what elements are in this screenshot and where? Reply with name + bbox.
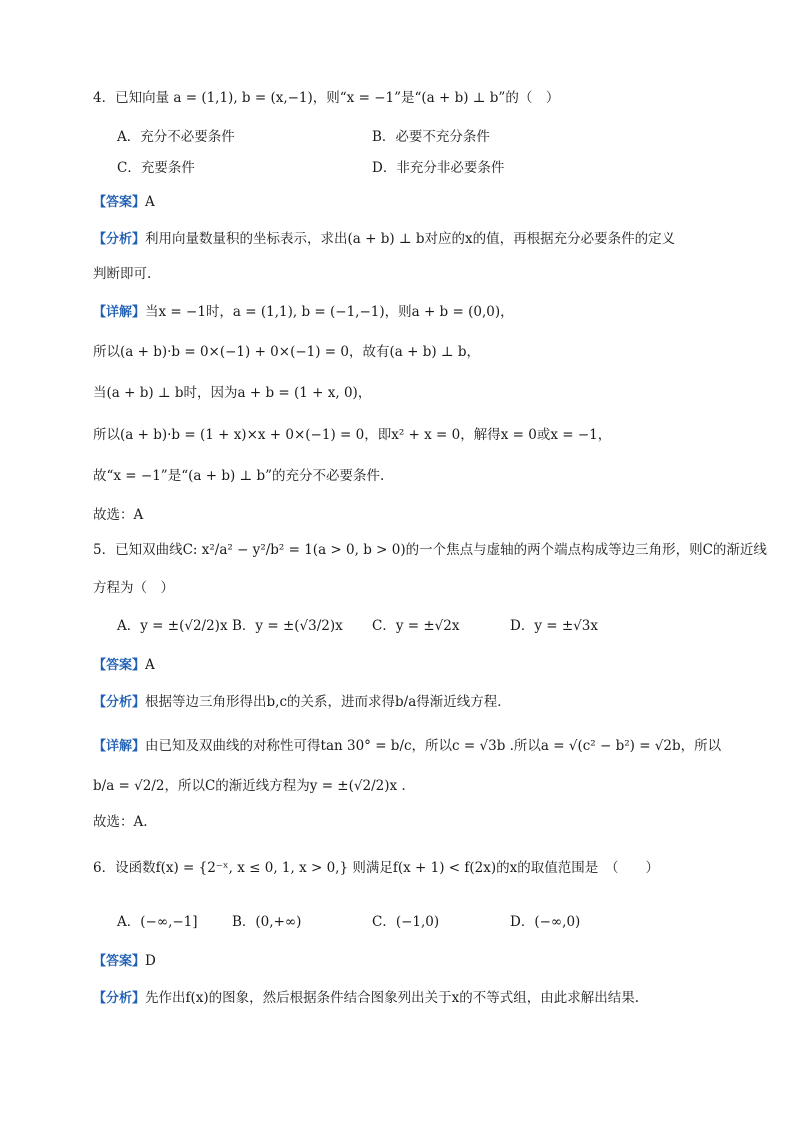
q5-detail-text: 由已知及双曲线的对称性可得tan 30° = b/c，所以c = √3b .所以a = √(c² − b²) = √2b，所以 xyxy=(145,738,722,754)
q4-option-b: B．必要不充分条件 xyxy=(372,129,490,145)
q6-analysis-line xyxy=(93,988,639,1009)
analysis-tag: 【分析】 xyxy=(93,232,146,247)
q5-analysis-line xyxy=(93,692,511,713)
q4-detail-5: 故“x = −1”是“(a + b) ⊥ b”的充分不必要条件. xyxy=(93,468,385,484)
q5-conclusion: 故选：A. xyxy=(93,814,148,830)
q6-option-a: A．(−∞,−1] xyxy=(117,914,198,930)
q5-option-a: A．y = ±(√2/2)x xyxy=(117,618,228,634)
q5-answer: A xyxy=(145,657,155,673)
q4-analysis-line xyxy=(93,229,675,250)
q6-answer-line xyxy=(93,951,156,972)
q4-option-c: C．充要条件 xyxy=(117,160,195,176)
q4-option-a: A．充分不必要条件 xyxy=(117,129,235,145)
analysis-tag: 【分析】 xyxy=(93,695,146,710)
q4-detail-3: 当(a + b) ⊥ b时，因为a + b = (1 + x, 0)， xyxy=(93,385,372,401)
q5-stem-continued: 方程为（ ） xyxy=(93,580,174,596)
q4-option-d: D．非充分非必要条件 xyxy=(372,160,505,176)
q5-answer-line xyxy=(93,655,155,676)
q6-option-c: C．(−1,0) xyxy=(372,914,440,930)
q5-option-b: B．y = ±(√3/2)x xyxy=(232,618,343,634)
q6-analysis-text: 先作出f(x)的图象，然后根据条件结合图象列出关于x的不等式组，由此求解出结果. xyxy=(145,990,640,1006)
q4-detail-2: 所以(a + b)·b = 0×(−1) + 0×(−1) = 0，故有(a + b) ⊥ b， xyxy=(93,344,481,360)
analysis-tag: 【分析】 xyxy=(93,991,146,1006)
q4-answer-line xyxy=(93,192,155,213)
q5-detail-line xyxy=(93,736,721,757)
q4-detail-line xyxy=(93,302,514,323)
q4-detail-4: 所以(a + b)·b = (1 + x)×x + 0×(−1) = 0，即x² + x = 0，解得x = 0或x = −1， xyxy=(93,427,612,443)
q4-analysis-text: 利用向量数量积的坐标表示，求出(a + b) ⊥ b对应的x的值，再根据充分必要条件的定义 xyxy=(145,231,676,247)
q4-detail-text: 当x = −1时，a = (1,1), b = (−1,−1)，则a + b = (0,0)， xyxy=(145,304,514,320)
answer-tag: 【答案】 xyxy=(93,195,146,210)
q6-option-b: B．(0,+∞) xyxy=(232,914,302,930)
q5-option-c: C．y = ±√2x xyxy=(372,618,460,634)
answer-tag: 【答案】 xyxy=(93,954,146,969)
detail-tag: 【详解】 xyxy=(93,739,146,754)
q4-stem: 4．已知向量 a = (1,1), b = (x,−1)，则“x = −1”是“(a + b) ⊥ b”的（ ） xyxy=(93,90,560,106)
detail-tag: 【详解】 xyxy=(93,305,146,320)
q5-analysis-text: 根据等边三角形得出b,c的关系，进而求得b/a得渐近线方程． xyxy=(145,694,511,710)
q4-analysis-continued: 判断即可. xyxy=(93,266,152,282)
q6-stem: 6．设函数f(x) = {2⁻ˣ, x ≤ 0, 1, x > 0,} 则满足f(x + 1) < f(2x)的x的取值范围是 （ ） xyxy=(93,860,659,876)
q5-detail-2: b/a = √2/2，所以C的渐近线方程为y = ±(√2/2)x . xyxy=(93,778,406,794)
q6-option-d: D．(−∞,0) xyxy=(510,914,581,930)
q4-conclusion: 故选：A xyxy=(93,507,144,523)
q6-answer: D xyxy=(145,953,156,969)
q5-option-d: D．y = ±√3x xyxy=(510,618,598,634)
q4-answer: A xyxy=(145,194,155,210)
q5-stem: 5．已知双曲线C: x²/a² − y²/b² = 1(a > 0, b > 0)的一个焦点与虚轴的两个端点构成等边三角形，则C的渐近线 xyxy=(93,542,767,558)
answer-tag: 【答案】 xyxy=(93,658,146,673)
